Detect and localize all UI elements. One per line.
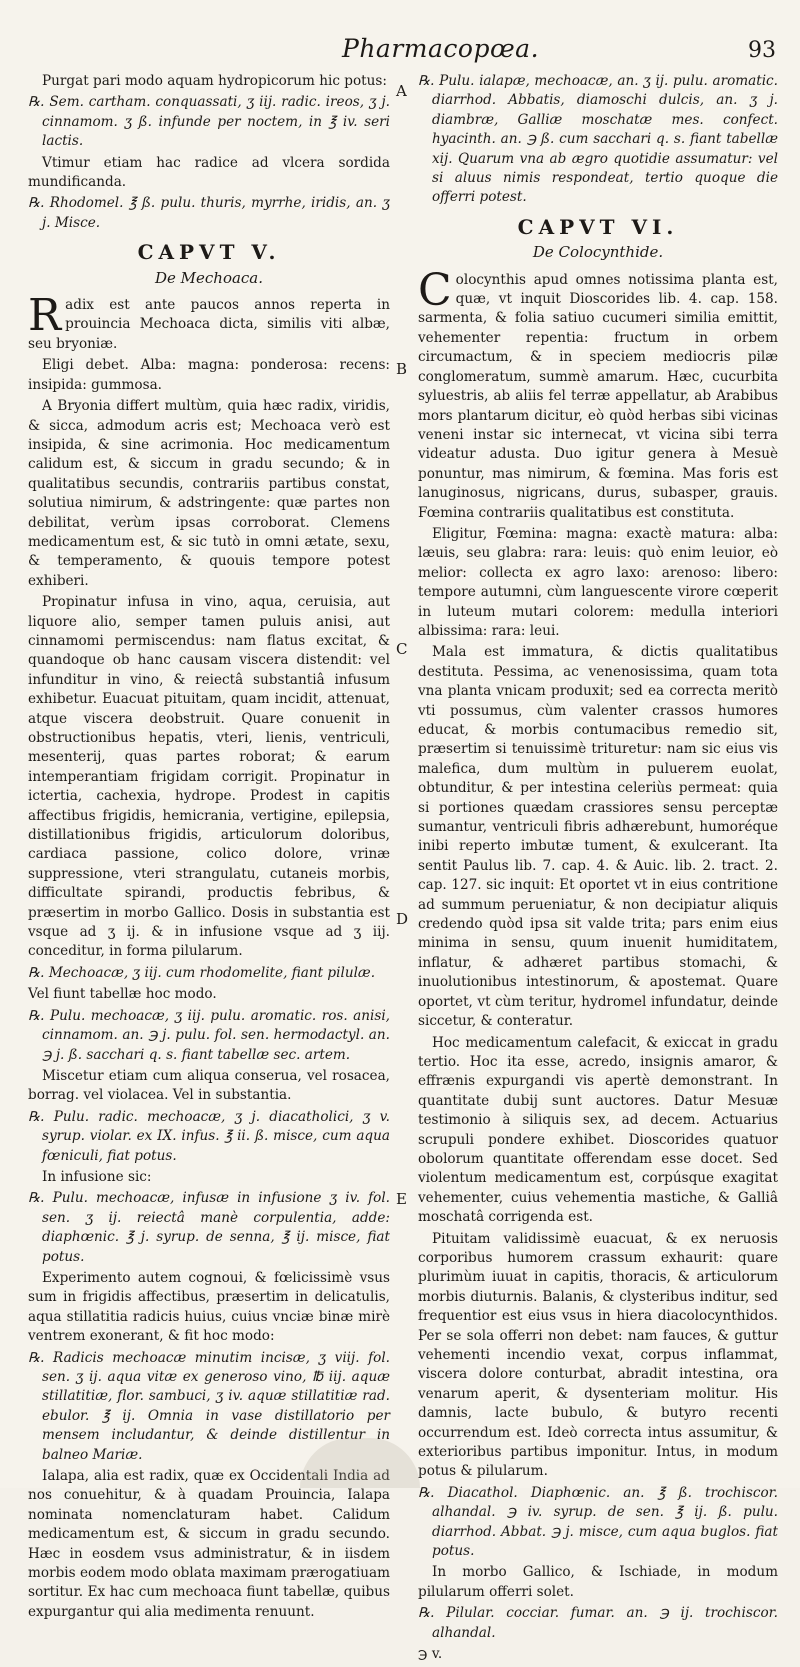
- text-paragraph: Radix est ante paucos annos reperta in prouincia Mechoaca dicta, similis viti albæ, seu bryoniæ.: [28, 290, 390, 352]
- chapter-subtitle-colocynthis: De Colocynthide.: [532, 243, 664, 262]
- prescription-paragraph: ℞. Pulu. mechoacæ, infusæ in infusione ʒ iv. fol. sen. ʒ ij. reiectâ manè corpulentia, adde: diaphœnic. ℥ j. syrup. de senna, ℥ ij. misce, fiat potus.: [28, 1190, 390, 1265]
- prescription-paragraph: ℞. Radicis mechoacæ minutim incisæ, ʒ viij. fol. sen. ʒ ij. aqua vitæ ex generoso vino, ℔ iij. aquæ stillatitiæ, flor. sambuci, ʒ iv. aquæ stillatitiæ rad. ebulor. ℥ ij. Omnia in vase distillatorio per mensem includantur, & deinde distillentur in balneo Mariæ.: [28, 1349, 390, 1463]
- text-paragraph: A Bryonia differt multùm, quia hæc radix, viridis, & sicca, admodum acris est; Mechoaca verò est insipida, & sine acrimonia. Hoc medicamentum calidum est, & siccum in gradu secundo; & in qualitatibus secundis, contrariis partibus constat, solutiua nimirum, & adstringente: quæ partes non debilitat, verùm ipsas corroborat. Clemens medicamentum est, & sic tutò in omni ætate, sexu, & temperamento, & quouis tempore potest exhiberi.: [28, 398, 390, 589]
- text-paragraph: Experimento autem cognoui, & fœlicissimè vsus sum in frigidis affectibus, præsertim in delicatulis, aqua stillatitia radicis huius, cuius vnciæ binæ mirè ventrem exonerant, & fit hoc modo:: [28, 1269, 390, 1345]
- prescription-paragraph: ℞. Sem. cartham. conquassati, ʒ iij. radic. ireos, ʒ j. cinnamom. ʒ ß. infunde per noctem, in ℥ iv. seri lactis.: [28, 94, 390, 150]
- text-paragraph: In morbo Gallico, & Ischiade, in modum pilularum offerri solet.: [418, 1564, 778, 1600]
- margin-letter-e: E: [396, 1190, 407, 1208]
- prescription-paragraph: ℞. Diacathol. Diaphœnic. an. ℥ ß. trochiscor. alhandal. ℈ iv. syrup. de sen. ℥ ij. ß. pulu. diarrhod. Abbat. ℈ j. misce, cum aqua buglos. fiat potus.: [418, 1484, 778, 1560]
- margin-letter-c: C: [396, 640, 408, 658]
- margin-letter-d: D: [396, 910, 409, 928]
- text-paragraph: Propinatur infusa in vino, aqua, ceruisia, aut liquore alio, semper tamen puluis anisi, aut cinnamomi permiscendus: nam flatus excitat, & quandoque ob hanc causam viscera distendit: vel infunditur in vino, & reiectâ substantiâ infusum exhibetur. Euacuat pituitam, quam incidit, attenuat, atque viscera deobstruit. Quare conuenit in obstructionibus hepatis, vteri, lienis, ventriculi, mesenterij, quas partes roborat; & earum intemperantiam frigidam corrigit. Propinatur in ictertia, cachexia, hydrope. Prodest in capitis affectibus frigidis, hemicrania, vertigine, epilepsia, distillationibus frigidis, articulorum doloribus, cardiaca passione, colico dolore, vrinæ suppressione, vteri strangulatu, cutaneis morbis, difficultate spirandi, productis febribus, & præsertim in morbo Gallico. Dosis in substantia est vsque ad ʒ ij. & in infusione vsque ad ʒ iij. conceditur, in forma pilularum.: [28, 594, 390, 960]
- text-paragraph: Eligitur, Fœmina: magna: exactè matura: alba: læuis, seu glabra: rara: leuis: quò enim leuior, eò melior: collecta ex agro laxo: arenoso: libero: tempore autumni, cùm languescente virore cœperit in luteum mutari colorem: medulla interiori albissima: rara: leui.: [418, 525, 778, 639]
- margin-letter-b: B: [396, 360, 408, 378]
- chapter-heading-v: CAPVT V.: [137, 240, 281, 265]
- prescription-paragraph: ℞. Mechoacæ, ʒ iij. cum rhodomelite, fiant pilulæ.: [28, 964, 376, 981]
- left-chapter-body: [28, 290, 390, 1622]
- text-paragraph: Pituitam validissimè euacuat, & ex neruosis corporibus humorem crassum exhaurit: quare plurimùm iuuat in capitis, thoracis, & articulorum morbis diuturnis. Balanis, & clysteribus inditur, sed frequentior est eius vsus in hiera diacolocynthidos. Per se sola offerri non debet: nam fauces, & guttur vehementi incendio vexat, corpus inflammat, viscera dolore conturbat, abradit intestina, ora venarum aperit, & dysenteriam molitur. His damnis, lacte bubulo, & butyro recenti occurrendum est. Ideò correcta intus assumitur, & exterioribus partibus imponitur. Intus, in modum potus & pilularum.: [418, 1230, 778, 1480]
- text-paragraph: Purgat pari modo aquam hydropicorum hic potus:: [42, 73, 387, 89]
- prescription-paragraph: ℞. Rhodomel. ℥ ß. pulu. thuris, myrrhe, iridis, an. ʒ j. Misce.: [28, 195, 390, 231]
- text-paragraph: Eligi debet. Alba: magna: ponderosa: recens: insipida: gummosa.: [28, 357, 390, 393]
- prescription-paragraph: ℞. Pulu. radic. mechoacæ, ʒ j. diacatholici, ʒ v. syrup. violar. ex IX. infus. ℥ ii. ß. misce, cum aqua fœniculi, fiat potus.: [28, 1108, 390, 1164]
- left-before-chapter: [28, 72, 390, 233]
- text-paragraph: ℈ v.: [418, 1646, 443, 1663]
- text-paragraph: Vtimur etiam hac radice ad vlcera sordida mundificanda.: [28, 154, 390, 191]
- text-paragraph: Miscetur etiam cum aliqua conserua, vel rosacea, borrag. vel violacea. Vel in substantia.: [28, 1067, 390, 1104]
- text-paragraph: Colocynthis apud omnes notissima planta est, quæ, vt inquit Dioscorides lib. 4. cap. 158. sarmenta, & folia satiuo cucumeri similia emittit, vehementer repentia: fructum in orbem circumactum, & in speciem mediocris pilæ conglomeratum, summè amarum. Hæc, cucurbita syluestris, ab aliis fel terræ appellatur, ab Arabibus mors plantarum dicitur, eò quòd herbas sibi vicinas veneni instar sic internecat, vt vicina sibi terra videatur adusta. Duo igitur genera à Mesuè ponuntur, mas nimirum, & fœmina. Mas foris est lanuginosus, nigricans, durus, subasper, grauis. Fœmina contrariis qualitatibus est constituta.: [418, 264, 778, 521]
- text-paragraph: Vel fiunt tabellæ hoc modo.: [28, 986, 217, 1003]
- text-paragraph: Hoc medicamentum calefacit, & exiccat in gradu tertio. Hoc ita esse, acredo, insignis amaror, & effrænis expurgandi vis apertè demonstrant. In quantitate dubij sunt auctores. Datur Mesuæ testimonio à siliquis sex, ad decem. Actuarius scrupuli pondere exhibet. Dioscorides quatuor obolorum quantitate offerendam esse docet. Sed violentum medicamentum est, corpúsque exagitat vehementer, cuius vehementia mastiche, & Galliâ moschatâ corrigenda est.: [418, 1034, 778, 1226]
- left-column: [28, 72, 390, 1624]
- text-paragraph: Ialapa, alia est radix, quæ ex Occidentali India ad nos conuehitur, & à quadam Prouincia, Ialapa nominata nomenclaturam habet. Calidum medicamentum est, & siccum in gradu secundo. Hæc in eosdem vsus administratur, & in iisdem morbis eodem modo oblata maximam prærogatiuam sortitur. Ex hac cum mechoaca fiunt tabellæ, quibus expurgantur qui alia medimenta renuunt.: [28, 1468, 390, 1620]
- page-number: 93: [748, 38, 776, 63]
- text-paragraph: In infusione sic:: [42, 1168, 152, 1185]
- prescription-paragraph: ℞. Pulu. mechoacæ, ʒ iij. pulu. aromatic. ros. anisi, cinnamom. an. ℈ j. pulu. fol. sen. hermodactyl. an. ℈ j. ß. sacchari q. s. fiant tabellæ sec. artem.: [28, 1007, 390, 1063]
- margin-letter-a: A: [396, 82, 407, 100]
- right-chapter-body: [418, 264, 778, 1665]
- prescription-paragraph: ℞. Pilular. cocciar. fumar. an. ℈ ij. trochiscor. alhandal.: [418, 1605, 778, 1641]
- text-paragraph: Mala est immatura, & dictis qualitatibus destituta. Pessima, ac venenosissima, quam tota vna planta vnicam produxit; sed ea correcta meritò vti possumus, cùm valenter crassos humores educat, & morbis contumacibus remedio sit, præsertim si tenuissimè trituretur: nam sic eius vis malefica, dum multùm in puluerem euolat, obtunditur, & per intestina celeriùs permeat: quia si portiones quædam crassiores sensu perceptæ sumantur, ventriculi fibris adhærebunt, humoréque inibi reperto imbutæ tument, & exulcerant. Ita sentit Paulus lib. 7. cap. 4. & Auic. lib. 2. tract. 2. cap. 127. sic inquit: Et oportet vt in eius contritione ad summum perueniatur, & non decipiatur aliquis credendo quòd ipsa sit valde trita; pars enim eius minima in sensu, quum inuenit humiditatem, inflatur, & adhæret partibus stomachi, & inuolutionibus intestinorum, & apostemat. Quare oportet, vt cùm teritur, hydromel infundatur, deinde siccetur, & conteratur.: [418, 644, 778, 1030]
- chapter-subtitle-mechoaca: De Mechoaca.: [154, 268, 264, 287]
- right-before-chapter: [418, 72, 778, 208]
- chapter-heading-vi: CAPVT VI.: [517, 214, 679, 239]
- running-title: Pharmacopœa.: [342, 34, 540, 63]
- prescription-paragraph: ℞. Pulu. ialapæ, mechoacæ, an. ʒ ij. pulu. aromatic. diarrhod. Abbatis, diamoschi dulcis, an. ʒ j. diambræ, Galliæ moschatæ mes. confect. hyacinth. an. ℈ ß. cum sacchari q. s. fiant tabellæ xij. Quarum vna ab ægro quotidie assumatur: vel si aluus nimis respondeat, tertio quoque die offerri potest.: [418, 73, 778, 206]
- right-column: [418, 72, 778, 1667]
